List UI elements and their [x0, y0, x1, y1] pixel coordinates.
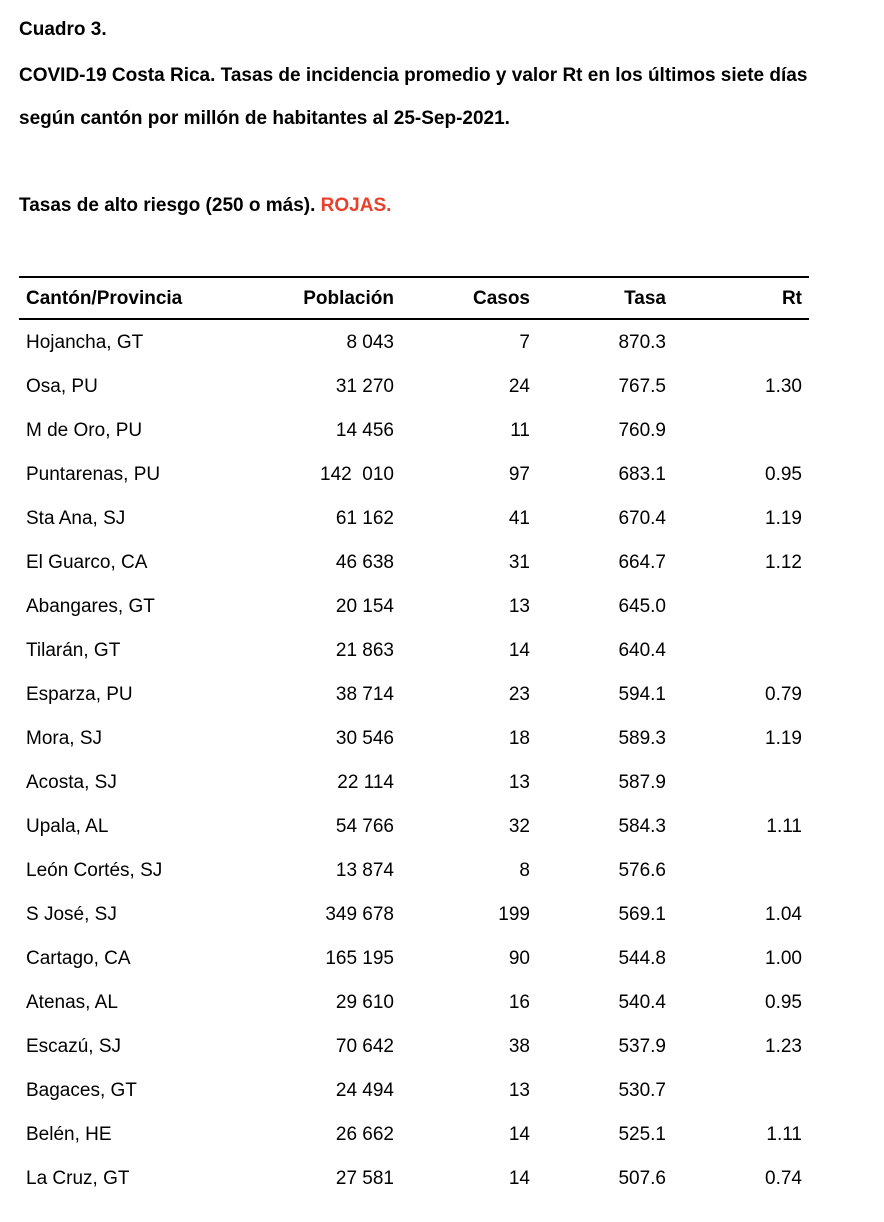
risk-color-label: ROJAS. [320, 195, 392, 216]
cell-cases: 13 [508, 595, 530, 617]
table-row [19, 760, 809, 804]
cell-canton: El Guarco, CA [26, 551, 148, 573]
table-row [19, 892, 809, 936]
cell-rate: 664.7 [618, 551, 666, 573]
cell-population: 22 114 [337, 771, 394, 793]
table-header [19, 277, 809, 319]
cell-population: 24 494 [335, 1079, 394, 1101]
cell-rate: 544.8 [618, 947, 666, 969]
table-row [19, 716, 809, 760]
cell-cases: 90 [508, 947, 530, 969]
table-row [19, 980, 809, 1024]
cell-rt [666, 1068, 809, 1112]
cell-canton: Escazú, SJ [26, 1035, 122, 1057]
cell-rt: 0.74 [765, 1167, 802, 1189]
cell-cases: 32 [508, 815, 530, 837]
cell-canton: Bagaces, GT [26, 1079, 137, 1101]
cell-rate: 670.4 [618, 507, 666, 529]
cell-cases: 18 [508, 727, 530, 749]
table-row [19, 672, 809, 716]
table-row [19, 628, 809, 672]
cell-population: 26 662 [335, 1123, 394, 1145]
cell-rate: 640.4 [618, 639, 666, 661]
cell-rate: 594.1 [618, 683, 666, 705]
cell-rt [666, 408, 809, 452]
cell-rt: 1.11 [766, 1123, 802, 1145]
cell-canton: Osa, PU [26, 375, 98, 397]
cell-canton: Upala, AL [26, 815, 109, 837]
cell-canton: Atenas, AL [26, 991, 118, 1013]
table-row [19, 804, 809, 848]
table-row [19, 1112, 809, 1156]
cell-canton: M de Oro, PU [26, 419, 143, 441]
incidence-table-container [19, 276, 802, 1200]
cell-canton: Acosta, SJ [26, 771, 117, 793]
cell-rate: 683.1 [618, 463, 666, 485]
cell-cases: 13 [508, 771, 530, 793]
cell-rt [666, 628, 809, 672]
cell-cases: 38 [508, 1035, 530, 1057]
table-row [19, 319, 809, 364]
cell-canton: Tilarán, GT [26, 639, 121, 661]
header-population: Población [303, 287, 394, 309]
cell-rate: 507.6 [618, 1167, 666, 1189]
header-canton: Cantón/Provincia [26, 287, 183, 309]
cell-rate: 767.5 [618, 375, 666, 397]
cell-cases: 97 [508, 463, 530, 485]
cell-rate: 760.9 [618, 419, 666, 441]
cell-cases: 23 [508, 683, 530, 705]
cell-cases: 13 [508, 1079, 530, 1101]
cell-canton: León Cortés, SJ [26, 859, 163, 881]
cell-rt: 1.12 [765, 551, 802, 573]
cell-cases: 14 [508, 639, 530, 661]
cell-cases: 24 [508, 375, 530, 397]
table-row [19, 452, 809, 496]
cell-cases: 7 [519, 331, 530, 353]
risk-level-text: Tasas de alto riesgo (250 o más). [19, 195, 316, 216]
table-row [19, 496, 809, 540]
cell-population: 46 638 [335, 551, 394, 573]
cell-cases: 16 [508, 991, 530, 1013]
cell-rt: 0.95 [765, 991, 802, 1013]
cell-population: 20 154 [335, 595, 394, 617]
table-row [19, 1156, 809, 1200]
header-rate: Tasa [624, 287, 666, 309]
cell-rate: 589.3 [618, 727, 666, 749]
cell-canton: Sta Ana, SJ [26, 507, 126, 529]
table-row [19, 936, 809, 980]
cell-rate: 645.0 [618, 595, 666, 617]
table-row [19, 848, 809, 892]
cell-cases: 14 [508, 1123, 530, 1145]
table-body [19, 319, 809, 1200]
cell-population: 29 610 [335, 991, 394, 1013]
cell-canton: Mora, SJ [26, 727, 103, 749]
cell-rt: 0.95 [765, 463, 802, 485]
table-row [19, 584, 809, 628]
cell-population: 54 766 [335, 815, 394, 837]
cell-cases: 31 [508, 551, 530, 573]
table-label: Cuadro 3. [19, 19, 107, 40]
cell-canton: Cartago, CA [26, 947, 131, 969]
cell-rt: 0.79 [765, 683, 802, 705]
cell-population: 30 546 [335, 727, 394, 749]
cell-rate: 525.1 [618, 1123, 666, 1145]
cell-rate: 584.3 [618, 815, 666, 837]
cell-population: 14 456 [335, 419, 394, 441]
cell-rt: 1.19 [765, 727, 802, 749]
cell-cases: 8 [519, 859, 530, 881]
header-cases: Casos [472, 287, 530, 309]
cell-rate: 569.1 [618, 903, 666, 925]
cell-population: 61 162 [335, 507, 394, 529]
cell-rt [666, 319, 809, 364]
table-title-line-1: COVID-19 Costa Rica. Tasas de incidencia promedio y valor Rt en los últimos siete días [19, 65, 808, 86]
cell-population: 13 874 [335, 859, 394, 881]
cell-rate: 870.3 [618, 331, 666, 353]
cell-rt: 1.19 [765, 507, 802, 529]
incidence-table [19, 276, 809, 1200]
cell-cases: 41 [508, 507, 530, 529]
cell-rate: 537.9 [618, 1035, 666, 1057]
cell-cases: 14 [508, 1167, 530, 1189]
cell-rt: 1.11 [766, 815, 802, 837]
cell-population: 349 678 [325, 903, 394, 925]
cell-population: 8 043 [346, 331, 394, 353]
table-title-line-2: según cantón por millón de habitantes al 25-Sep-2021. [19, 108, 510, 129]
cell-rt [666, 760, 809, 804]
table-row [19, 540, 809, 584]
cell-rt [666, 848, 809, 892]
cell-rt: 1.30 [765, 375, 802, 397]
cell-population: 38 714 [335, 683, 394, 705]
cell-rt: 1.23 [765, 1035, 802, 1057]
cell-canton: La Cruz, GT [26, 1167, 130, 1189]
cell-cases: 11 [510, 419, 530, 441]
header-rt: Rt [781, 287, 802, 309]
table-row [19, 364, 809, 408]
cell-rate: 587.9 [618, 771, 666, 793]
cell-canton: Belén, HE [26, 1123, 112, 1145]
table-row [19, 1024, 809, 1068]
cell-population: 27 581 [335, 1167, 394, 1189]
cell-canton: Abangares, GT [26, 595, 155, 617]
cell-population: 165 195 [325, 947, 394, 969]
cell-population: 70 642 [335, 1035, 394, 1057]
cell-canton: Puntarenas, PU [26, 463, 161, 485]
cell-population: 142 010 [320, 463, 394, 485]
cell-rt: 1.04 [765, 903, 802, 925]
table-row [19, 1068, 809, 1112]
cell-canton: S José, SJ [26, 903, 117, 925]
table-row [19, 408, 809, 452]
cell-rt [666, 584, 809, 628]
header-row [19, 277, 809, 319]
cell-rate: 576.6 [618, 859, 666, 881]
cell-canton: Hojancha, GT [26, 331, 144, 353]
cell-rate: 540.4 [618, 991, 666, 1013]
cell-population: 21 863 [335, 639, 394, 661]
cell-rt: 1.00 [765, 947, 802, 969]
cell-cases: 199 [498, 903, 530, 925]
cell-population: 31 270 [335, 375, 394, 397]
cell-canton: Esparza, PU [26, 683, 133, 705]
risk-level-note [19, 196, 391, 215]
cell-rate: 530.7 [618, 1079, 666, 1101]
